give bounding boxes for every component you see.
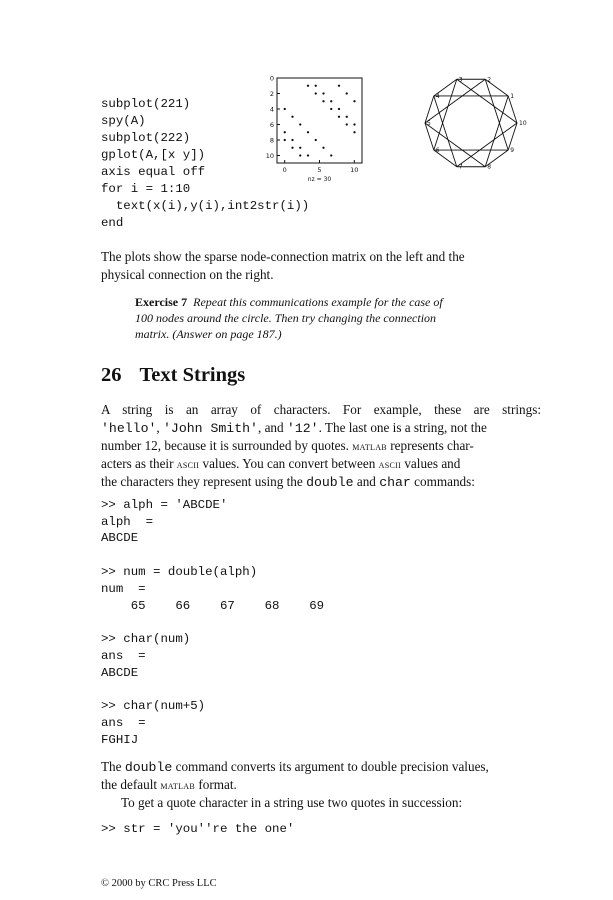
spy-dot (346, 123, 348, 125)
text-line (101, 776, 541, 794)
section-title: Text Strings (139, 364, 246, 386)
spy-dot (307, 154, 309, 156)
matlab-smallcaps: matlab (160, 778, 196, 792)
code-line: subplot(222) (101, 131, 191, 145)
inline-code: char (379, 475, 411, 490)
text-line: physical connection on the right. (101, 267, 274, 282)
exercise-block (135, 294, 507, 342)
spy-dot (307, 131, 309, 133)
text-run: format. (198, 777, 237, 792)
spy-dot (315, 85, 317, 87)
text-run: command converts its argument to double precision values, (175, 759, 489, 774)
code-line: axis equal off (101, 165, 206, 179)
gplot-node-label: 2 (487, 76, 492, 84)
y-tick-label: 8 (269, 136, 274, 145)
code-line: end (101, 216, 124, 230)
spy-dot (291, 116, 293, 118)
spy-dot (284, 131, 286, 133)
section-number: 26 (101, 364, 122, 386)
code-line: FGHIJ (101, 733, 139, 747)
gplot-node-label: 9 (510, 147, 515, 155)
y-tick-label: 0 (269, 74, 274, 83)
code-line: subplot(221) (101, 97, 191, 111)
gplot-figure (418, 68, 536, 180)
code-line: ABCDE (101, 531, 139, 545)
exercise-label: Exercise 7 (135, 295, 188, 309)
text-run: commands: (414, 474, 475, 489)
copyright-footer: © 2000 by CRC Press LLC (101, 878, 217, 889)
text-line (101, 473, 541, 491)
inline-code: 'John Smith' (163, 421, 258, 436)
text-line (101, 419, 541, 437)
code-line: gplot(A,[x y]) (101, 148, 206, 162)
text-run: number 12, because it is surrounded by quotes. (101, 438, 349, 453)
text-line (101, 758, 541, 776)
code-line: num = (101, 582, 146, 596)
y-tick-label: 10 (265, 152, 274, 160)
spy-dot (299, 147, 301, 149)
code-line: text(x(i),y(i),int2str(i)) (101, 199, 310, 213)
text-line (101, 437, 541, 455)
section-heading (101, 364, 245, 387)
spy-dot (291, 147, 293, 149)
ascii-smallcaps: ascii (378, 457, 402, 471)
spy-plot (258, 70, 370, 188)
spy-dot (330, 154, 332, 156)
code-line: ans = (101, 716, 146, 730)
spy-y-axis (266, 75, 280, 161)
nz-label: nz = 30 (307, 176, 332, 183)
text-line (101, 248, 541, 266)
y-tick-label: 6 (269, 121, 274, 129)
text-line: To get a quote character in a string use two quotes in succession: (121, 795, 463, 810)
text-run: The (101, 759, 122, 774)
spy-dot (330, 100, 332, 102)
exercise-text: matrix. (Answer on page 187.) (135, 327, 282, 341)
gplot-node-label: 8 (487, 163, 492, 171)
text-run: , (156, 420, 163, 435)
spy-dot (315, 92, 317, 94)
code-line: spy(A) (101, 114, 146, 128)
spy-dot (338, 116, 340, 118)
spy-dot (291, 139, 293, 141)
inline-code: 'hello' (101, 421, 157, 436)
spy-dot (346, 92, 348, 94)
exercise-text: Repeat this communications example for the case of (193, 295, 443, 309)
paragraph-double-command (101, 758, 541, 812)
text-run: represents char- (390, 438, 474, 453)
x-tick-label: 10 (350, 166, 359, 174)
gplot-node-label: 3 (458, 76, 463, 84)
spy-dot (299, 123, 301, 125)
code-line: alph = (101, 515, 154, 529)
y-tick-label: 2 (269, 90, 274, 98)
gplot-node-label: 6 (435, 147, 440, 155)
spy-dot (284, 108, 286, 110)
spy-dot (299, 154, 301, 156)
spy-dot (338, 85, 340, 87)
spy-dot (315, 139, 317, 141)
text-run: the characters they represent using the (101, 474, 303, 489)
text-run: . The last one is a string, not the (318, 420, 487, 435)
code-line: >> char(num) (101, 632, 191, 646)
spy-dot (307, 85, 309, 87)
gplot-node-label: 4 (435, 92, 440, 100)
spy-dot (353, 123, 355, 125)
text-run: and (356, 474, 376, 489)
exercise-line (135, 294, 507, 310)
gplot-edge (425, 96, 434, 123)
code-line: ans = (101, 649, 146, 663)
exercise-text: 100 nodes around the circle. Then try changing the connection (135, 311, 437, 325)
spy-dot (353, 131, 355, 133)
code-line: >> alph = 'ABCDE' (101, 498, 228, 512)
spy-dot (322, 92, 324, 94)
spy-dots (284, 85, 356, 157)
text-run: values. You can convert between (202, 456, 376, 471)
inline-code: double (306, 475, 354, 490)
matlab-smallcaps: matlab (352, 439, 387, 453)
spy-dot (353, 100, 355, 102)
gplot-edge (508, 123, 517, 150)
code-line: >> num = double(alph) (101, 565, 258, 579)
spy-dot (330, 108, 332, 110)
text-run: The plots show the sparse node-connection matrix on the left and the (101, 249, 465, 264)
text-line: A string is an array of characters. For example, these are strings: (101, 402, 541, 417)
y-tick-label: 4 (269, 105, 274, 114)
gplot-node-label: 7 (458, 163, 463, 171)
spy-dot (338, 108, 340, 110)
code-line: ABCDE (101, 666, 139, 680)
inline-code: '12' (286, 421, 319, 436)
text-run: acters as their (101, 456, 174, 471)
gplot-node-label: 10 (519, 120, 527, 127)
spy-dot (346, 116, 348, 118)
gplot-edge (425, 123, 434, 150)
code-line: 65 66 67 68 69 (101, 599, 325, 613)
gplot-node-label: 1 (510, 92, 515, 100)
inline-code: double (124, 760, 173, 775)
text-run: the default (101, 777, 158, 792)
gplot-edge (508, 96, 517, 123)
text-run: , and (257, 420, 287, 435)
code-line: for i = 1:10 (101, 182, 191, 196)
text-line (101, 455, 541, 473)
gplot-node-label: 5 (427, 120, 431, 127)
code-line: >> str = 'you''re the one' (101, 822, 295, 836)
spy-plot-frame (277, 78, 362, 163)
code-line: >> char(num+5) (101, 699, 206, 713)
spy-dot (284, 139, 286, 141)
x-tick-label: 5 (317, 166, 322, 174)
text-run: values and (404, 456, 461, 471)
ascii-smallcaps: ascii (176, 457, 200, 471)
paragraph-plots-description (101, 248, 541, 284)
x-tick-label: 0 (282, 166, 287, 174)
spy-dot (322, 100, 324, 102)
paragraph-strings-intro (101, 401, 541, 491)
spy-dot (322, 147, 324, 149)
